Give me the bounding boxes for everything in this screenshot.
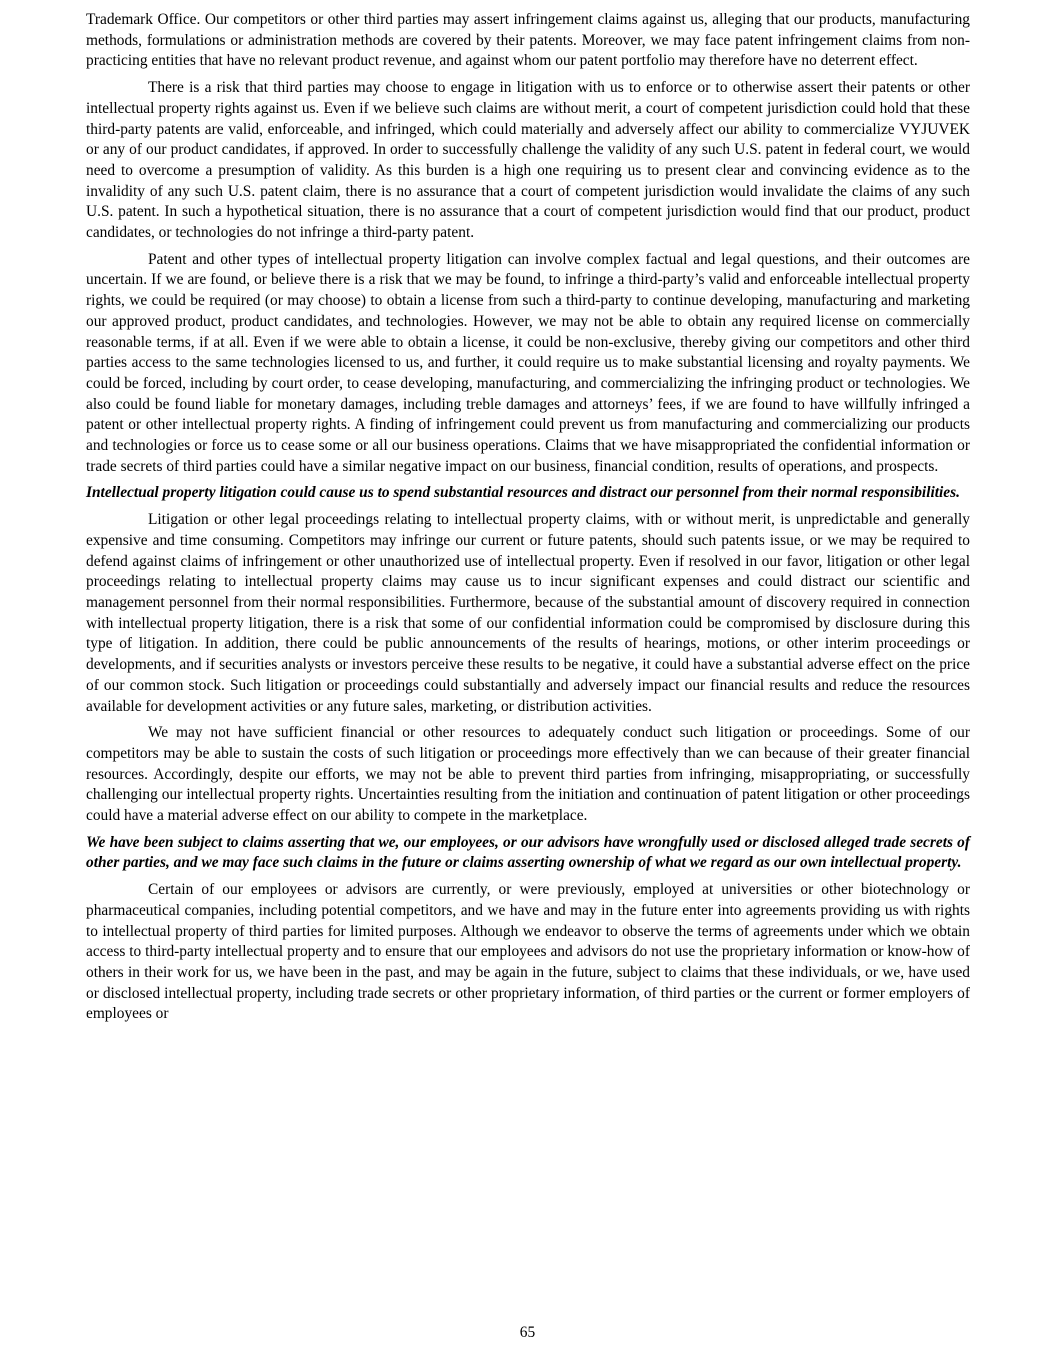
paragraph-employee-advisors: Certain of our employees or advisors are currently, or were previously, employed at universities or other biotechnology or pharmaceutical companies, including potential competitors, and we have and may in the future enter into agreements providing us with rights to intellectual property of third parties for limited purposes. Although we endeavor to observe the terms of agreements under which we obtain access to third-party intellectual property and to ensure that our employees and advisors do not use the proprietary information or know-how of others in their work for us, we have been in the past, and may be again in the future, subject to claims that these individuals, or we, have used or disclosed intellectual property, including trade secrets or other proprietary information, of third parties or the current or former employers of employees or bbox=[86, 881, 970, 1023]
section-heading-litigation-costs: Intellectual property litigation could cause us to spend substantial resources and distract our personnel from their normal responsibilities. bbox=[86, 484, 960, 502]
section-heading-trade-secret-claims: We have been subject to claims asserting that we, our employees, or our advisors have wrongfully used or disclosed alleged trade secrets of other parties, and we may face such claims in the future or claims asserting ownership of what we regard as our own intellectual property. bbox=[86, 833, 970, 872]
paragraph-litigation-expense: Litigation or other legal proceedings relating to intellectual property claims, with or without merit, is unpredictable and generally expensive and time consuming. Competitors may infringe our current or future patents, should such patents issue, or we may be required to defend against claims of infringement or other unauthorized use of intellectual property. Even if resolved in our favor, litigation or other legal proceedings relating to intellectual property claims may cause us to incur significant expenses and could distract our scientific and management personnel from their normal responsibilities. Furthermore, because of the substantial amount of discovery required in connection with intellectual property litigation, there is a risk that some of our confidential information could be compromised by disclosure during this type of litigation. In addition, there could be public announcements of the results of hearings, motions, or other interim proceedings or developments, and if securities analysts or investors perceive these results to be negative, it could have a substantial adverse effect on the price of our common stock. Such litigation or proceedings could substantially and adversely impact our financial results and reduce the resources available for development activities or any future sales, marketing, or distribution activities. bbox=[86, 511, 970, 715]
paragraph-insufficient-resources: We may not have sufficient financial or other resources to adequately conduct such litigation or proceedings. Some of our competitors may be able to sustain the costs of such litigation or proceedings more effectively than we can because of their greater financial resources. Accordingly, despite our efforts, we may not be able to prevent third parties from infringing, misappropriating, or successfully challenging our intellectual property rights. Uncertainties resulting from the initiation and continuation of patent litigation or other proceedings could have a material adverse effect on our ability to compete in the marketplace. bbox=[86, 724, 970, 825]
paragraph-continuation: Trademark Office. Our competitors or other third parties may assert infringement claims against us, alleging that our products, manufacturing methods, formulations or administration methods are covered by their patents. Moreover, we may face patent infringement claims from non-practicing entities that have no relevant product revenue, and against whom our patent portfolio may therefore have no deterrent effect. bbox=[86, 11, 970, 70]
page-number: 65 bbox=[519, 1324, 536, 1341]
paragraph-third-party-litigation: There is a risk that third parties may choose to engage in litigation with us to enforce or to otherwise assert their patents or other intellectual property rights against us. Even if we believe such claims are without merit, a court of competent jurisdiction could hold that these third-party patents are valid, enforceable, and infringed, which could materially and adversely affect our ability to commercialize VYJUVEK or any of our product candidates, if approved. In order to successfully challenge the validity of any such U.S. patent in federal court, we would need to overcome a presumption of validity. As this burden is a high one requiring us to present clear and convincing evidence as to the invalidity of any such U.S. patent claim, there is no assurance that a court of competent jurisdiction would invalidate the claims of any such U.S. patent. In such a hypothetical situation, there is no assurance that a court of competent jurisdiction would find that our product, product candidates, or technologies do not infringe a third-party patent. bbox=[86, 79, 970, 242]
document-page bbox=[86, 10, 970, 1031]
paragraph-litigation-outcomes: Patent and other types of intellectual property litigation can involve complex factual and legal questions, and their outcomes are uncertain. If we are found, or believe there is a risk that we may be found, to infringe a third-party’s valid and enforceable intellectual property rights, we could be required (or may choose) to obtain a license from such a third-party to continue developing, manufacturing and marketing our approved product, product candidates, and technologies. However, we may not be able to obtain any required license on commercially reasonable terms, if at all. Even if we were able to obtain a license, it could be non-exclusive, thereby giving our competitors and other third parties access to the same technologies licensed to us, and further, it could require us to make substantial licensing and royalty payments. We could be forced, including by court order, to cease developing, manufacturing, and commercializing the infringing product or technologies. We also could be found liable for monetary damages, including treble damages and attorneys’ fees, if we are found to have willfully infringed a patent or other intellectual property rights. A finding of infringement could prevent us from manufacturing and commercializing our products and technologies or force us to cease some or all our business operations. Claims that we have misappropriated the confidential information or trade secrets of third parties could have a similar negative impact on our business, financial condition, results of operations, and prospects. bbox=[86, 250, 970, 475]
